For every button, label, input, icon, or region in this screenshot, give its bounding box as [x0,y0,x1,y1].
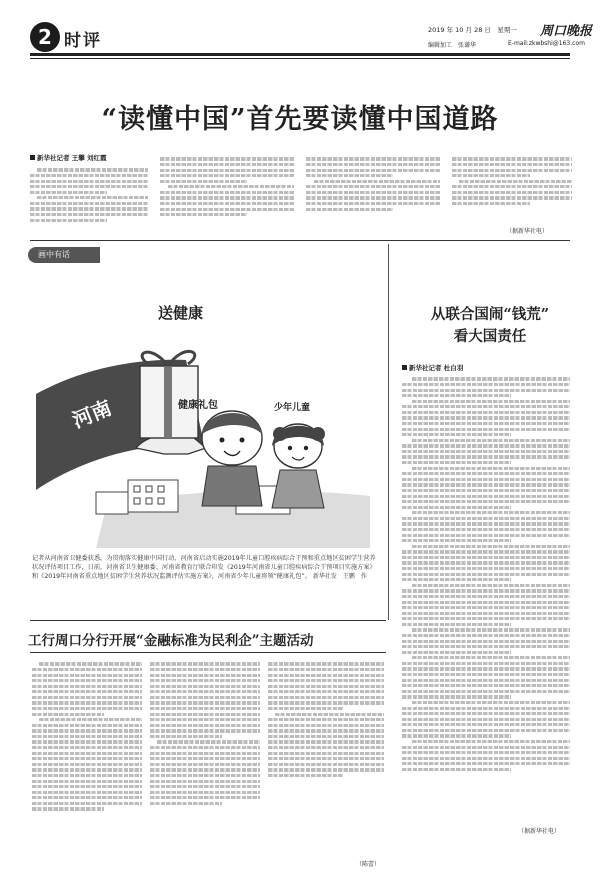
girl-icon [272,424,325,508]
cartoon-title: 送健康 [158,304,204,322]
page-number-badge: 2 [30,22,60,52]
main-headline: “读懂中国”首先要读懂中国道路 [101,104,499,135]
newspaper-logo: 周口晚报 [540,24,593,39]
cartoon-tag: 画中有话 [28,247,100,263]
boy-icon [202,411,262,506]
main-article-column-3 [306,155,440,237]
cartoon-illustration [36,330,370,548]
main-byline: 新华社记者 王攀 刘红霞 [30,153,107,162]
children-label: 少年儿童 [274,403,311,413]
right-headline-line2: 看大国责任 [453,328,527,345]
section-title: 时评 [64,31,102,51]
main-article-signoff: （据新华社电） [506,228,549,235]
right-article-body [402,375,570,823]
right-headline-line1: 从联合国闹“钱荒” [430,306,550,323]
header-rule [30,53,570,56]
bottom-article-column-3 [268,660,384,860]
cartoon-caption [32,555,376,582]
right-byline: 新华社记者 杜白羽 [402,363,463,372]
bottom-divider [30,620,386,621]
banner-label: 河南 [68,395,115,433]
column-divider [388,244,389,620]
header-rule-thin [30,58,570,59]
bottom-article-column-1 [32,660,142,865]
bottom-article-column-2 [150,660,260,865]
right-article-signoff: （据新华社电） [518,828,561,835]
bottom-headline-rule [30,652,386,653]
editor-credit: 编辑加工 张谦华 [428,42,477,49]
gift-label: 健康礼包 [178,400,218,411]
main-article-column-4 [452,155,572,223]
issue-date: 2019 年 10 月 28 日 星期一 [428,26,517,34]
editor-email[interactable]: E-mail:zkwbshi@163.com [508,40,585,47]
section-divider [30,240,570,241]
main-article-column-1 [30,166,148,236]
main-article-column-2 [160,155,294,237]
bottom-article-signoff: （陈蕾） [356,861,381,868]
cartoon-credit: 新华社发 王鹏 作 [312,572,367,580]
cartoon-caption-text: 记者从河南省卫健委获悉，为贯彻落实健康中国行动，河南省启动实施2019年儿童口腔疾病综合干预和重点地区贫困学生营养状况评估项目工作，日前，河南省卫生健康委、河南省教育厅联合印发《2019年河南省儿童口腔疾病综合干预项目实施方案》和《2019年河南省重点地区贫困学生营养状况监测评估实施方案》，河南省少年儿童将领“健康礼包”。 [32,555,376,580]
bottom-headline: 工行周口分行开展“金融标准为民利企”主题活动 [28,633,314,649]
